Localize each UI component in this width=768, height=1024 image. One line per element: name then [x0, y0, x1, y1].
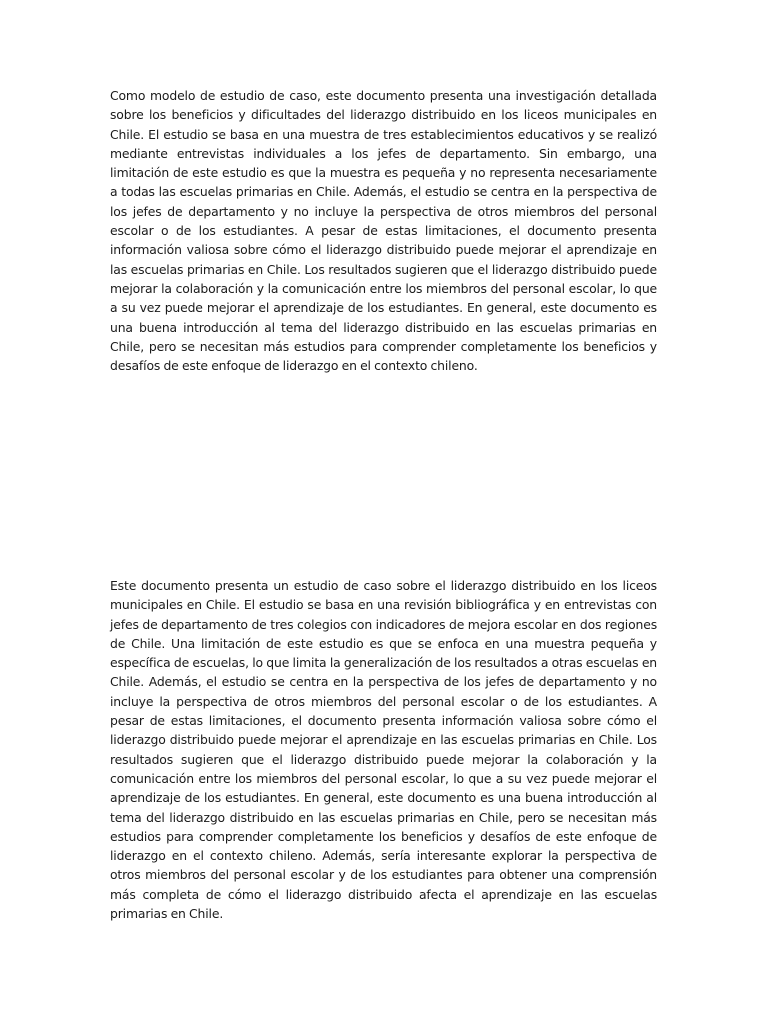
paragraph-2: Este documento presenta un estudio de caso sobre el liderazgo distribuido en los liceos municipales en Chile. El estudio se basa en una revisión bibliográfica y en entrevistas con jefes de departamento de tres colegios con indicadores de mejora escolar en dos regiones de Chile. Una limitación de este estudio es que se enfoca en una muestra pequeña y específica de escuelas, lo que limita la generalización de los resultados a otras escuelas en Chile. Además, el estudio se centra en la perspectiva de los jefes de departamento y no incluye la perspectiva de otros miembros del personal escolar o de los estudiantes. A pesar de estas limitaciones, el documento presenta información valiosa sobre cómo el liderazgo distribuido puede mejorar el aprendizaje en las escuelas primarias en Chile. Los resultados sugieren que el liderazgo distribuido puede mejorar la colaboración y la comunicación entre los miembros del personal escolar, lo que a su vez puede mejorar el aprendizaje de los estudiantes. En general, este documento es una buena introducción al tema del liderazgo distribuido en las escuelas primarias en Chile, pero se necesitan más estudios para comprender completamente los beneficios y desafíos de este enfoque de liderazgo en el contexto chileno. Además, sería interesante explorar la perspectiva de otros miembros del personal escolar y de los estudiantes para obtener una comprensión más completa de cómo el liderazgo distribuido afecta el aprendizaje en las escuelas primarias en Chile.: [110, 578, 657, 922]
paragraph-1: Como modelo de estudio de caso, este documento presenta una investigación detallada sobre los beneficios y dificultades del liderazgo distribuido en los liceos municipales en Chile. El estudio se basa en una muestra de tres establecimientos educativos y se realizó mediante entrevistas individuales a los jefes de departamento. Sin embargo, una limitación de este estudio es que la muestra es pequeña y no representa necesariamente a todas las escuelas primarias en Chile. Además, el estudio se centra en la perspectiva de los jefes de departamento y no incluye la perspectiva de otros miembros del personal escolar o de los estudiantes. A pesar de estas limitaciones, el documento presenta información valiosa sobre cómo el liderazgo distribuido puede mejorar el aprendizaje en las escuelas primarias en Chile. Los resultados sugieren que el liderazgo distribuido puede mejorar la colaboración y la comunicación entre los miembros del personal escolar, lo que a su vez puede mejorar el aprendizaje de los estudiantes. En general, este documento es una buena introducción al tema del liderazgo distribuido en las escuelas primarias en Chile, pero se necesitan más estudios para comprender completamente los beneficios y desafíos de este enfoque de liderazgo en el contexto chileno.: [110, 88, 657, 374]
